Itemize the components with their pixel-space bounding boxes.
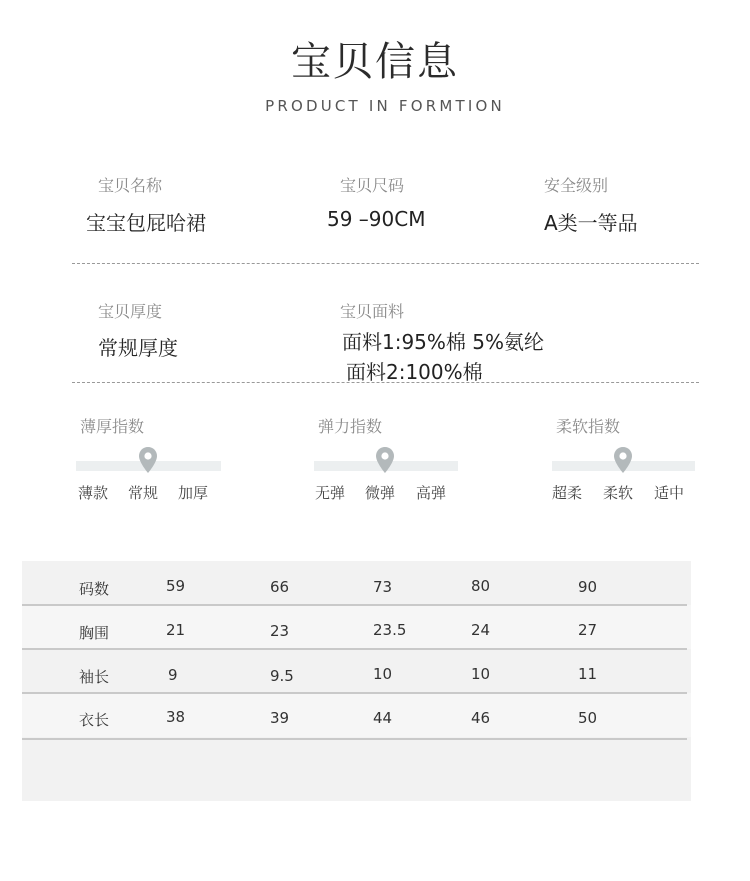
softness-option-medium: 适中 xyxy=(654,484,685,502)
safety-level-label: 安全级别 xyxy=(544,176,609,195)
table-rule xyxy=(22,648,687,650)
table-rule xyxy=(22,738,687,740)
elasticity-option-slight: 微弹 xyxy=(365,484,396,502)
location-pin-icon xyxy=(138,446,158,474)
product-size-label: 宝贝尺码 xyxy=(340,176,405,195)
softness-option-soft: 柔软 xyxy=(603,484,634,502)
table-cell: 23.5 xyxy=(373,621,407,639)
table-cell: 9.5 xyxy=(270,667,294,685)
table-cell: 44 xyxy=(373,709,393,727)
row-label-chest: 胸围 xyxy=(79,624,110,642)
softness-index-title: 柔软指数 xyxy=(556,417,621,436)
page-title: 宝贝信息 xyxy=(291,39,459,85)
table-cell: 66 xyxy=(270,578,290,596)
table-cell: 73 xyxy=(373,578,393,596)
size-table xyxy=(22,561,691,801)
product-name-value: 宝宝包屁哈裙 xyxy=(86,211,206,235)
table-cell: 9 xyxy=(168,666,178,684)
location-pin-icon xyxy=(613,446,633,474)
table-cell: 80 xyxy=(471,577,491,595)
table-cell: 90 xyxy=(578,578,598,596)
thickness-index-title: 薄厚指数 xyxy=(80,417,145,436)
softness-option-super-soft: 超柔 xyxy=(552,484,583,502)
table-cell: 27 xyxy=(578,621,598,639)
thickness-option-regular: 常规 xyxy=(128,484,159,502)
table-cell: 38 xyxy=(166,708,186,726)
table-cell: 10 xyxy=(471,665,491,683)
table-cell: 23 xyxy=(270,622,290,640)
table-cell: 10 xyxy=(373,665,393,683)
product-name-label: 宝贝名称 xyxy=(98,176,163,195)
table-cell: 21 xyxy=(166,621,186,639)
thickness-value: 常规厚度 xyxy=(98,336,178,360)
table-rule xyxy=(22,692,687,694)
faint-header-text xyxy=(150,0,600,14)
row-label-size: 码数 xyxy=(79,580,110,598)
fabric-label: 宝贝面料 xyxy=(340,302,405,321)
table-cell: 24 xyxy=(471,621,491,639)
table-cell: 46 xyxy=(471,709,491,727)
page-subtitle: PRODUCT IN FORMTION xyxy=(265,97,505,115)
table-cell: 39 xyxy=(270,709,290,727)
elasticity-option-none: 无弹 xyxy=(315,484,346,502)
safety-level-value: A类一等品 xyxy=(544,211,638,235)
fabric-line-1: 面料1:95%棉 5%氨纶 xyxy=(342,330,545,354)
thickness-label: 宝贝厚度 xyxy=(98,302,163,321)
thickness-option-thick: 加厚 xyxy=(178,484,209,502)
elasticity-option-high: 高弹 xyxy=(416,484,447,502)
table-footer-area xyxy=(22,737,691,801)
dashed-divider xyxy=(72,382,699,383)
elasticity-index-title: 弹力指数 xyxy=(318,417,383,436)
location-pin-icon xyxy=(375,446,395,474)
table-cell: 11 xyxy=(578,665,598,683)
table-cell: 59 xyxy=(166,577,186,595)
fabric-line-2: 面料2:100%棉 xyxy=(346,360,483,384)
row-label-length: 衣长 xyxy=(79,711,110,729)
product-size-value: 59 –90CM xyxy=(327,207,426,231)
thickness-option-thin: 薄款 xyxy=(78,484,109,502)
table-cell: 50 xyxy=(578,709,598,727)
row-label-sleeve: 袖长 xyxy=(79,668,110,686)
dashed-divider xyxy=(72,263,699,264)
table-rule xyxy=(22,604,687,606)
